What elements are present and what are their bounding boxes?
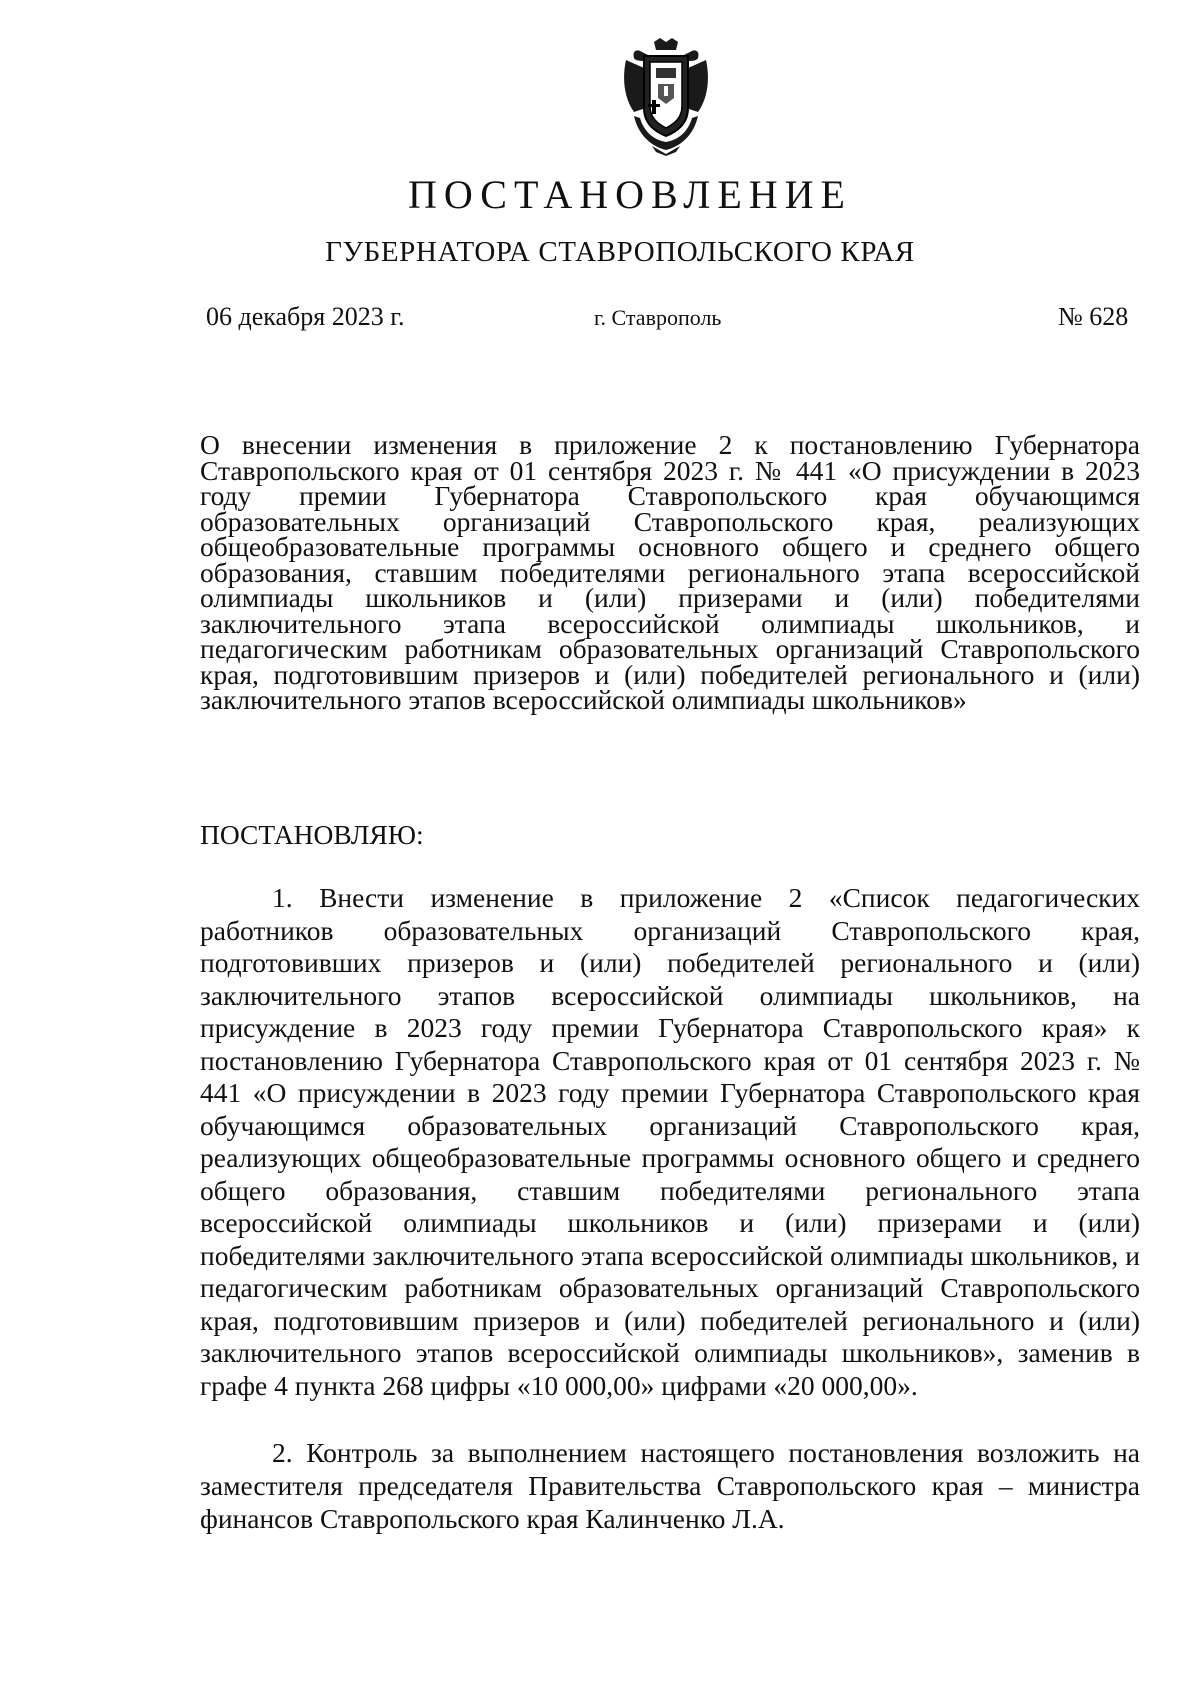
document-subject: О внесении изменения в приложение 2 к постановлению Губернатора Ставропольского края от 01 сентября 2023 г. № 441 «О присуждении в 2023 году премии Губернатора Ставропольского края обучающимся образовательных организаций Ставропольского края, реализующих общеобразовательные программы основного общего и среднего общего образования, ставшим победителями регионального этапа всероссийской олимпиады школьников и (или) призерами и (или) победителями заключительного этапа всероссийской олимпиады школьников, и педагогическим работникам образовательных организаций Ставропольского края, подготовившим призеров и (или) победителей регионального и (или) заключительного этапов всероссийской олимпиады школьников» — [200, 429, 1140, 715]
document-date: 06 декабря 2023 г. — [206, 302, 405, 331]
issuer-title: ГУБЕРНАТОРА СТАВРОПОЛЬСКОГО КРАЯ — [325, 236, 915, 268]
clause-2: 2. Контроль за выполнением настоящего постановления возложить на заместителя председателя Правительства Ставропольского края – министра финансов Ставропольского края Калинченко Л.А. — [200, 1437, 1140, 1534]
decree-heading: ПОСТАНОВЛЯЮ: — [200, 819, 424, 850]
document-city: г. Ставрополь — [594, 305, 722, 330]
clause-1: 1. Внести изменение в приложение 2 «Список педагогических работников образовательных организаций Ставропольского края, подготовивших призеров и (или) победителей регионального и (или) заключительного этапов всероссийской олимпиады школьников, на присуждение в 2023 году премии Губернатора Ставропольского края» к постановлению Губернатора Ставропольского края от 01 сентября 2023 г. № 441 «О присуждении в 2023 году премии Губернатора Ставропольского края обучающимся образовательных организаций Ставропольского края, реализующих общеобразовательные программы основного общего и среднего общего образования, ставшим победителями регионального этапа всероссийской олимпиады школьников и (или) призерами и (или) победителями заключительного этапа всероссийской олимпиады школьников, и педагогическим работникам образовательных организаций Ставропольского края, подготовившим призеров и (или) победителей регионального и (или) заключительного этапов всероссийской олимпиады школьников», заменив в графе 4 пункта 268 цифры «10 000,00» цифрами «20 000,00». — [200, 882, 1140, 1401]
document-type-title: ПОСТАНОВЛЕНИЕ — [408, 172, 852, 217]
document-number: № 628 — [1058, 302, 1129, 331]
coat-of-arms-icon — [620, 38, 712, 156]
